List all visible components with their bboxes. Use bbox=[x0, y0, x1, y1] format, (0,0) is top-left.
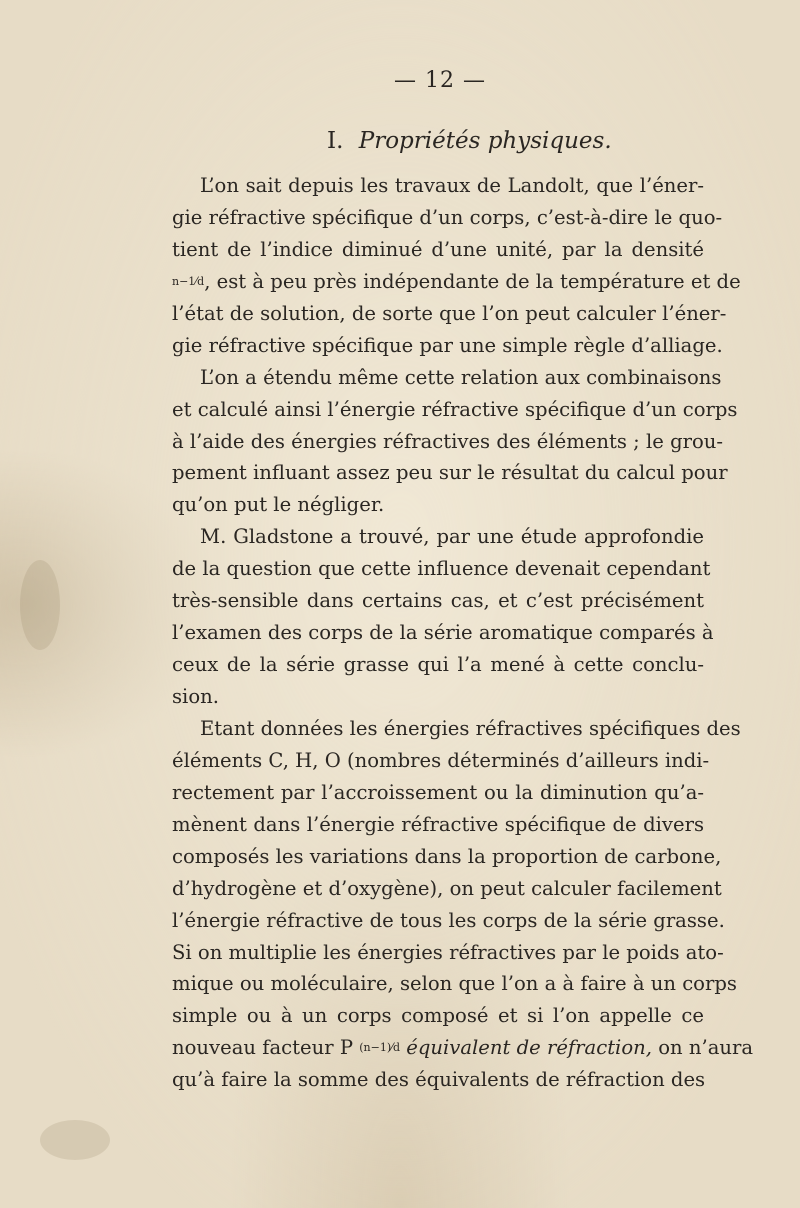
section-number: I. bbox=[327, 128, 344, 154]
page-number: — 12 — bbox=[394, 68, 486, 93]
italic-term: équivalent de réfraction, bbox=[400, 1036, 652, 1060]
fraction-formula: (n−1)⁄d bbox=[359, 1041, 400, 1055]
text-line: l’examen des corps de la série aromatique comparés à bbox=[172, 621, 714, 645]
text-line: à l’aide des énergies réfractives des éléments ; le grou- bbox=[172, 429, 724, 453]
text-line bbox=[172, 1032, 754, 1064]
text-line bbox=[172, 266, 741, 298]
paper-stain bbox=[20, 560, 60, 650]
text-line: composés les variations dans la proportion de carbone, bbox=[172, 844, 722, 868]
text-line: de la question que cette influence devenait cependant bbox=[172, 557, 711, 581]
text-line: éléments C, H, O (nombres déterminés d’ailleurs indi- bbox=[172, 748, 710, 772]
text-line: qu’on put le négliger. bbox=[172, 493, 385, 517]
section-title: Propriétés physiques. bbox=[358, 128, 612, 154]
text-line: ceux de la série grasse qui l’a mené à cette conclu- bbox=[172, 653, 704, 677]
line-segment: , est à peu près indépendante de la température et de bbox=[204, 269, 741, 293]
section-heading bbox=[327, 128, 612, 154]
text-line: L’on sait depuis les travaux de Landolt, que l’éner- bbox=[200, 174, 704, 197]
text-line: d’hydrogène et d’oxygène), on peut calculer facilement bbox=[172, 876, 722, 900]
text-line: L’on a étendu même cette relation aux combinaisons bbox=[200, 365, 722, 389]
text-line: mènent dans l’énergie réfractive spécifique de divers bbox=[172, 812, 704, 836]
text-line: mique ou moléculaire, selon que l’on a à faire à un corps bbox=[172, 972, 737, 996]
text-line: M. Gladstone a trouvé, par une étude approfondie bbox=[200, 525, 704, 549]
text-line: l’énergie réfractive de tous les corps de la série grasse. bbox=[172, 908, 725, 932]
text-line: et calculé ainsi l’énergie réfractive spécifique d’un corps bbox=[172, 397, 738, 421]
text-line: l’état de solution, de sorte que l’on peut calculer l’éner- bbox=[172, 301, 727, 325]
text-line: rectement par l’accroissement ou la diminution qu’a- bbox=[172, 780, 704, 804]
line-segment: nouveau facteur P bbox=[172, 1036, 360, 1060]
text-line: Etant données les énergies réfractives spécifiques des bbox=[200, 716, 741, 740]
text-line: simple ou à un corps composé et si l’on appelle ce bbox=[172, 1004, 704, 1028]
text-line: Si on multiplie les énergies réfractives par le poids ato- bbox=[172, 940, 724, 964]
text-line: pement influant assez peu sur le résultat du calcul pour bbox=[172, 461, 728, 485]
fraction-formula: n−1⁄d bbox=[172, 274, 205, 288]
text-line: gie réfractive spécifique d’un corps, c’est-à-dire le quo- bbox=[172, 205, 723, 229]
text-line: qu’à faire la somme des équivalents de réfraction des bbox=[172, 1068, 706, 1092]
text-line: sion. bbox=[172, 685, 219, 708]
text-line: très-sensible dans certains cas, et c’est précisément bbox=[172, 589, 704, 613]
text-line: tient de l’indice diminué d’une unité, par la densité bbox=[172, 237, 704, 261]
body-text bbox=[172, 170, 754, 1096]
paper-stain bbox=[40, 1120, 110, 1160]
text-line: gie réfractive spécifique par une simple règle d’alliage. bbox=[172, 333, 723, 357]
line-segment: on n’aura bbox=[651, 1036, 754, 1060]
